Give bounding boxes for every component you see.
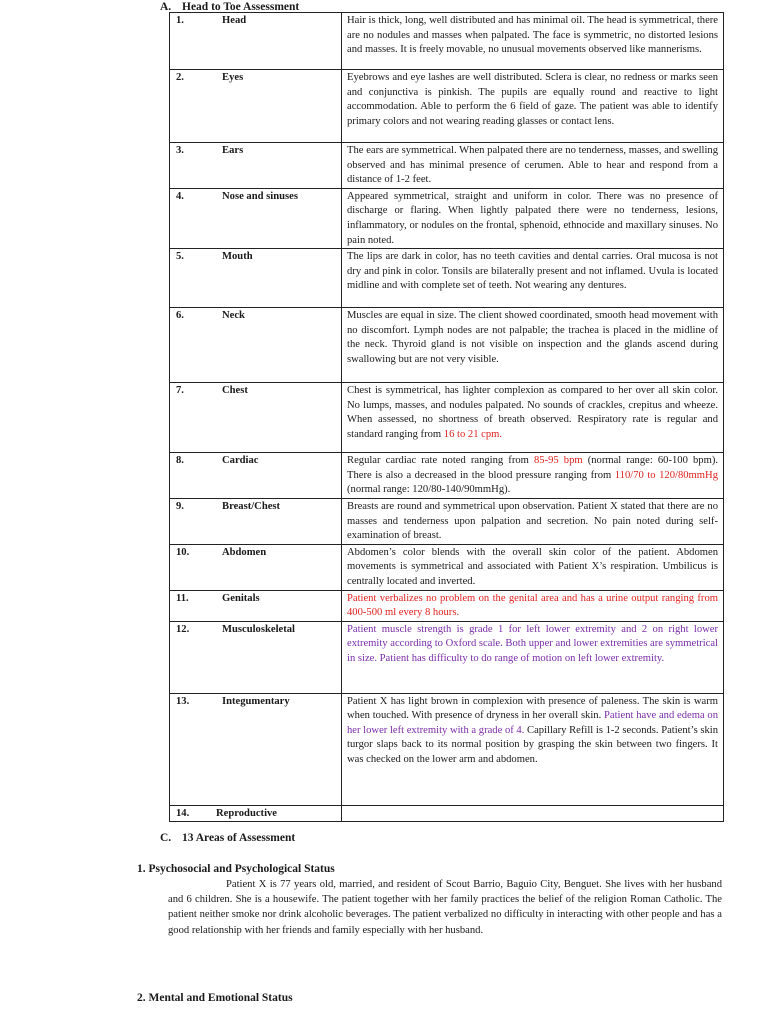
assessment-label-cell — [170, 249, 342, 308]
finding-text: Eyebrows and eye lashes are well distributed. Sclera is clear, no redness or marks seen and conjunctiva is pinkish. The pupils are equally round and reactive to light accommodation. Able to perform the 6 field of gaze. The patient was able to identify primary colors and not wearing reading glasses or contact lens. — [347, 72, 718, 127]
finding-text: Appeared symmetrical, straight and uniform in color. There was no presence of discharge or flaring. When lightly palpated there were no tenderness, lesions, inflammatory, or nodules on the frontal, sphenoid, ethnocide and maxillary sinuses. No pain noted. — [347, 190, 718, 246]
finding-text: Abdomen’s color blends with the overall skin color of the patient. Abdomen movements is symmetrical and associated with Patient X’s respiration. Umbilicus is centrally located and inverted. — [347, 546, 718, 587]
assessment-row — [170, 453, 724, 499]
assessment-label-cell — [170, 70, 342, 143]
finding-text: Breasts are round and symmetrical upon observation. Patient X stated that there are no masses and tenderness upon palpation and secretion. No pain noted during self-examination of breast. — [347, 500, 718, 542]
assessment-label: Eyes — [222, 72, 244, 83]
assessment-number: 14. — [176, 807, 190, 819]
assessment-label: Nose and sinuses — [222, 190, 298, 202]
finding-text: Patient have and edema on her lower left extremity with a grade of 4. — [347, 710, 718, 736]
assessment-label: Integumentary — [222, 695, 290, 707]
finding-text: Hair is thick, long, well distributed and has minimal oil. The head is symmetrical, there are no nodules and masses when palpated. The face is symmetric, no distorted lesions and masses. It is freely movable, no unusual movements observed like mannerisms. — [347, 15, 718, 56]
assessment-finding-cell — [342, 453, 724, 499]
assessment-row — [170, 383, 724, 453]
finding-text: 16 to 21 cpm. — [443, 428, 503, 440]
section-c-title: 13 Areas of Assessment — [182, 832, 296, 844]
finding-text: The ears are symmetrical. When palpated there are no tenderness, masses, and swelling observed and has minimal presence of cerumen. Able to hear and respond from a distance of 1-2 feet. — [347, 145, 718, 186]
section-c-heading — [160, 832, 295, 844]
assessment-number: 11. — [176, 592, 189, 604]
assessment-label: Musculoskeletal — [222, 623, 295, 635]
assessment-number: 13. — [176, 695, 190, 707]
assessment-row — [170, 13, 724, 70]
assessment-finding-cell — [342, 188, 724, 248]
section-c-letter: C. — [160, 832, 172, 844]
assessment-finding-cell — [342, 249, 724, 308]
assessment-finding-cell — [342, 544, 724, 590]
assessment-row — [170, 308, 724, 383]
finding-text: Capillary Refill is 1-2 seconds. Patient’s skin turgor slaps back to its normal position by grasping the skin between two fingers. It was checked on the lower arm and abdomen. — [347, 724, 719, 766]
finding-text: (normal range: 60-100 bpm). There is also a decreased in the blood pressure ranging from — [347, 455, 718, 481]
section-a-letter: A. — [160, 1, 172, 13]
finding-text: Patient verbalizes no problem on the genital area and has a urine output ranging from 400-500 ml every 8 hours. — [347, 592, 718, 619]
assessment-finding-cell — [342, 805, 724, 822]
assessment-row — [170, 805, 724, 822]
assessment-label: Abdomen — [222, 546, 267, 558]
assessment-row — [170, 590, 724, 621]
assessment-row — [170, 70, 724, 143]
assessment-label: Neck — [222, 310, 245, 322]
assessment-number: 12. — [176, 623, 190, 635]
assessment-number: 4. — [176, 190, 184, 202]
assessment-row — [170, 621, 724, 693]
assessment-label-cell — [170, 13, 342, 70]
assessment-finding-cell — [342, 498, 724, 544]
assessment-row — [170, 693, 724, 805]
assessment-finding-cell — [342, 383, 724, 453]
assessment-row — [170, 249, 724, 308]
assessment-label-cell — [170, 621, 342, 693]
assessment-label-cell — [170, 383, 342, 453]
assessment-label-cell — [170, 188, 342, 248]
area-1-paragraph: Patient X is 77 years old, married, and resident of Scout Barrio, Baguio City, Benguet. She lives with her husband and 6 children. She is a housewife. The patient together with her family practices the belief of the religion Roman Catholic. The patient neither smoke nor drink alcoholic beverages. The patient verbalized no difficulty in interacting with other people and has a good relationship with her friends and family especially with her husband. — [168, 879, 722, 936]
finding-text: Patient X has light brown in complexion with presence of paleness. The skin is warm when touched. With presence of dryness in her overall skin. — [347, 695, 718, 722]
head-to-toe-table — [169, 12, 724, 822]
finding-text: Patient muscle strength is grade 1 for left lower extremity and 2 on right lower extremity according to Oxford scale. Both upper and lower extremities are symmetrical in size. Patient has difficulty to do range of motion on left lower extremity. — [347, 623, 718, 664]
assessment-label: Genitals — [222, 592, 260, 604]
assessment-finding-cell — [342, 621, 724, 693]
finding-text: Chest is symmetrical, has lighter complexion as compared to her over all skin color. No lumps, masses, and nodules palpated. No sounds of crackles, crepitus and wheeze. When assessed, no shortness of breath observed. Respiratory rate is regular and standard ranging from — [347, 385, 718, 440]
assessment-number: 6. — [176, 310, 184, 322]
finding-text: 110/70 to 120/80mmHg — [614, 469, 718, 481]
assessment-finding-cell — [342, 70, 724, 143]
assessment-label-cell — [170, 143, 342, 189]
assessment-row — [170, 498, 724, 544]
finding-text: Muscles are equal in size. The client showed coordinated, smooth head movement with no discomfort. Lymph nodes are not palpable; the trachea is placed in the midline of the neck. Thyroid gland is not visible on inspection and the glands ascend during swallowing but are not very visible. — [347, 310, 718, 365]
assessment-row — [170, 188, 724, 248]
assessment-row — [170, 544, 724, 590]
assessment-finding-cell — [342, 13, 724, 70]
assessment-label: Mouth — [222, 251, 253, 263]
assessment-label-cell — [170, 590, 342, 621]
area-1-heading: 1. Psychosocial and Psychological Status — [137, 863, 335, 875]
assessment-number: 3. — [176, 145, 184, 156]
assessment-label-cell — [170, 308, 342, 383]
assessment-label-cell — [170, 805, 342, 822]
finding-text: The lips are dark in color, has no teeth cavities and dental carries. Oral mucosa is not dry and pink in color. Tonsils are bilaterally present and not inflamed. Uvula is located midline and with complete set of teeth. Not wearing any dentures. — [347, 251, 718, 292]
finding-text: (normal range: 120/80-140/90mmHg). — [347, 484, 511, 496]
assessment-label-cell — [170, 544, 342, 590]
assessment-number: 1. — [176, 15, 184, 26]
assessment-label: Chest — [222, 385, 248, 397]
assessment-label: Cardiac — [222, 455, 259, 467]
section-a-title: Head to Toe Assessment — [182, 1, 300, 13]
assessment-finding-cell — [342, 693, 724, 805]
assessment-label: Head — [222, 15, 247, 26]
finding-text: Regular cardiac rate noted ranging from — [347, 455, 534, 467]
assessment-number: 8. — [176, 455, 184, 467]
head-to-toe-table-body — [170, 13, 724, 822]
assessment-number: 10. — [176, 546, 190, 558]
assessment-row — [170, 143, 724, 189]
assessment-number: 7. — [176, 385, 184, 397]
assessment-finding-cell — [342, 590, 724, 621]
assessment-label-cell — [170, 453, 342, 499]
assessment-label: Ears — [222, 145, 244, 156]
assessment-finding-cell — [342, 308, 724, 383]
assessment-number: 9. — [176, 500, 184, 512]
assessment-label: Reproductive — [216, 807, 278, 819]
assessment-finding-cell — [342, 143, 724, 189]
area-2-heading: 2. Mental and Emotional Status — [137, 992, 293, 1004]
assessment-label-cell — [170, 693, 342, 805]
assessment-label-cell — [170, 498, 342, 544]
finding-text: 85-95 bpm — [533, 455, 583, 467]
assessment-number: 5. — [176, 251, 184, 263]
assessment-label: Breast/Chest — [222, 500, 281, 512]
assessment-number: 2. — [176, 72, 184, 83]
